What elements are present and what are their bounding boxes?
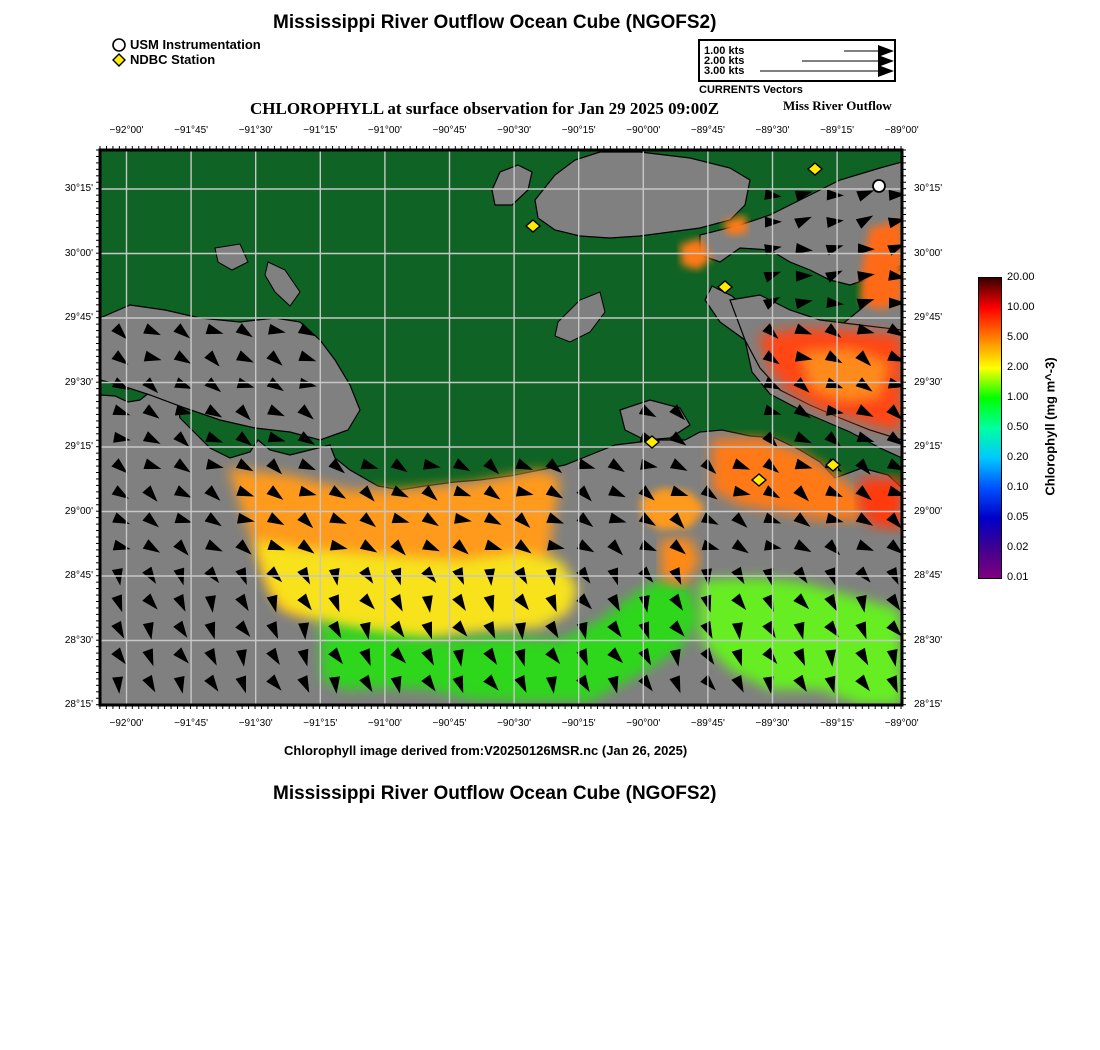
lat-tick-label: 29°45' xyxy=(914,312,943,323)
usm-instrument-marker[interactable] xyxy=(873,180,885,192)
lon-tick-label: −91°00' xyxy=(367,718,402,729)
lat-tick-label: 29°00' xyxy=(64,505,93,517)
vector-key-speed-3: 3.00 kts xyxy=(704,65,745,77)
lon-tick-label: −89°15' xyxy=(820,125,855,136)
lat-tick-label: 28°45' xyxy=(64,570,93,581)
lon-tick-label: −89°15' xyxy=(820,718,855,729)
colorbar-tick-label: 2.00 xyxy=(1007,361,1029,373)
lat-tick-label: 28°15' xyxy=(64,699,93,710)
lon-tick-label: −89°45' xyxy=(690,718,725,729)
lat-tick-label: 29°15' xyxy=(64,441,93,452)
lat-tick-label: 30°00' xyxy=(64,247,93,259)
lat-tick-label: 29°45' xyxy=(64,312,93,323)
lat-tick-label: 28°30' xyxy=(914,634,943,646)
lat-tick-label: 29°30' xyxy=(64,376,93,388)
lon-tick-label: −89°00' xyxy=(884,125,919,136)
colorbar-title: Chlorophyll (mg m^-3) xyxy=(1042,357,1058,496)
lon-tick-label: −91°45' xyxy=(174,718,209,729)
lon-tick-label: −91°15' xyxy=(303,718,338,729)
lat-tick-label: 29°00' xyxy=(914,505,943,517)
lon-tick-label: −90°15' xyxy=(561,125,596,136)
lon-tick-label: −90°45' xyxy=(432,718,467,729)
lat-tick-label: 28°15' xyxy=(914,699,943,710)
colorbar-gradient xyxy=(979,278,1001,578)
lon-tick-label: −90°00' xyxy=(626,125,661,136)
lon-tick-label: −92°00' xyxy=(109,718,144,729)
lon-tick-label: −89°30' xyxy=(755,125,790,136)
colorbar xyxy=(978,277,1002,579)
lon-tick-label: −91°30' xyxy=(238,125,273,136)
source-caption: Chlorophyll image derived from:V20250126MSR.nc (Jan 26, 2025) xyxy=(284,743,688,758)
lon-tick-label: −91°15' xyxy=(303,125,338,136)
vector-key-speed-2: 2.00 kts xyxy=(704,55,745,67)
colorbar-tick-label: 0.01 xyxy=(1007,571,1029,583)
lat-tick-label: 29°30' xyxy=(914,376,943,388)
colorbar-tick-label: 1.00 xyxy=(1007,391,1029,403)
lon-tick-label: −91°00' xyxy=(367,125,402,136)
lat-tick-label: 28°45' xyxy=(914,570,943,581)
lat-tick-label: 29°15' xyxy=(914,441,943,452)
lat-tick-label: 28°30' xyxy=(64,634,93,646)
lon-tick-label: −91°30' xyxy=(238,718,273,729)
map-subtitle: CHLOROPHYLL at surface observation for Jan 29 2025 09:00Z xyxy=(250,99,720,118)
lat-tick-label: 30°00' xyxy=(914,247,943,259)
colorbar-tick-label: 5.00 xyxy=(1007,331,1029,343)
page-title: Mississippi River Outflow Ocean Cube (NGOFS2) xyxy=(273,12,717,33)
lon-tick-label: −90°00' xyxy=(626,718,661,729)
colorbar-tick-label: 0.50 xyxy=(1007,421,1029,433)
lon-tick-label: −90°30' xyxy=(497,125,532,136)
lon-tick-label: −90°15' xyxy=(561,718,596,729)
colorbar-tick-label: 0.10 xyxy=(1007,481,1029,493)
page-title-repeat: Mississippi River Outflow Ocean Cube (NGOFS2) xyxy=(273,783,717,804)
colorbar-tick-label: 0.20 xyxy=(1007,451,1029,463)
lat-tick-label: 30°15' xyxy=(914,183,943,194)
usm-legend-label: USM Instrumentation xyxy=(130,37,261,52)
lon-tick-label: −89°00' xyxy=(884,718,919,729)
ndbc-legend-label: NDBC Station xyxy=(130,52,216,67)
lon-tick-label: −90°30' xyxy=(497,718,532,729)
colorbar-tick-label: 10.00 xyxy=(1007,301,1035,313)
lon-tick-label: −89°45' xyxy=(690,125,725,136)
region-tag: Miss River Outflow xyxy=(783,98,892,113)
vector-key-speed-1: 1.00 kts xyxy=(704,45,745,57)
lon-tick-label: −92°00' xyxy=(109,125,144,136)
lon-tick-label: −91°45' xyxy=(174,125,209,136)
lat-tick-label: 30°15' xyxy=(64,183,93,194)
lon-tick-label: −89°30' xyxy=(755,718,790,729)
colorbar-tick-label: 0.05 xyxy=(1007,511,1029,523)
colorbar-tick-label: 20.00 xyxy=(1007,271,1035,283)
colorbar-tick-label: 0.02 xyxy=(1007,541,1029,553)
lon-tick-label: −90°45' xyxy=(432,125,467,136)
vector-key-caption: CURRENTS Vectors xyxy=(699,84,803,96)
